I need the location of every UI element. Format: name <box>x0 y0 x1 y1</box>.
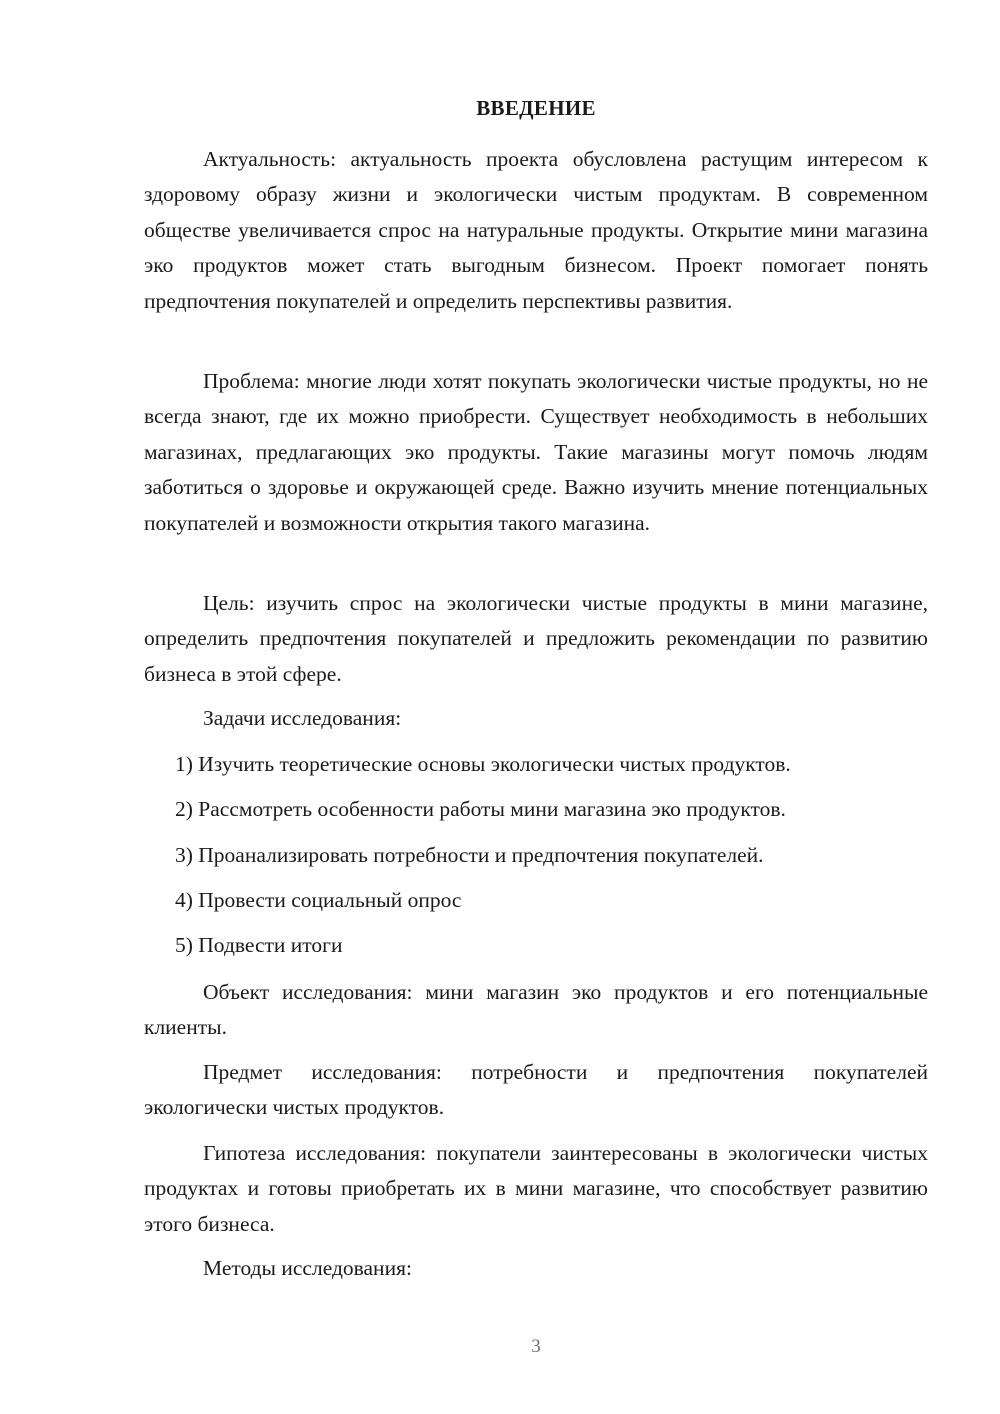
relevance-paragraph: Актуальность: актуальность проекта обусловлена растущим интересом к здоровому образу жизни и экологически чистым продуктам. В современном обществе увеличивается спрос на натуральные продукты. Открытие мини магазина эко продуктов может стать выгодным бизнесом. Проект помогает понять предпочтения покупателей и определить перспективы развития. <box>144 147 928 313</box>
task-item-1: 1) Изучить теоретические основы экологически чистых продуктов. <box>175 752 791 776</box>
task-item-5: 5) Подвести итоги <box>175 933 343 957</box>
problem-paragraph: Проблема: многие люди хотят покупать экологически чистые продукты, но не всегда знают, где их можно приобрести. Существует необходимость в небольших магазинах, предлагающих эко продукты. Такие магазины могут помочь людям заботиться о здоровье и окружающей среде. Важно изучить мнение потенциальных покупателей и возможности открытия такого магазина. <box>144 369 928 535</box>
task-item-4: 4) Провести социальный опрос <box>175 888 462 912</box>
page-number: 3 <box>531 1336 541 1357</box>
methods-heading: Методы исследования: <box>203 1256 412 1280</box>
hypothesis-paragraph: Гипотеза исследования: покупатели заинтересованы в экологически чистых продуктах и готовы приобретать их в мини магазине, что способствует развитию этого бизнеса. <box>144 1141 928 1236</box>
tasks-heading: Задачи исследования: <box>203 706 402 730</box>
subject-paragraph: Предмет исследования: потребности и предпочтения покупателей экологически чистых продуктов. <box>144 1060 928 1120</box>
object-paragraph: Объект исследования: мини магазин эко продуктов и его потенциальные клиенты. <box>144 980 928 1040</box>
goal-paragraph: Цель: изучить спрос на экологически чистые продукты в мини магазине, определить предпочтения покупателей и предложить рекомендации по развитию бизнеса в этой сфере. <box>144 591 928 686</box>
task-item-3: 3) Проанализировать потребности и предпочтения покупателей. <box>175 843 764 867</box>
document-heading: ВВЕДЕНИЕ <box>476 96 596 120</box>
task-item-2: 2) Рассмотреть особенности работы мини магазина эко продуктов. <box>175 797 786 821</box>
